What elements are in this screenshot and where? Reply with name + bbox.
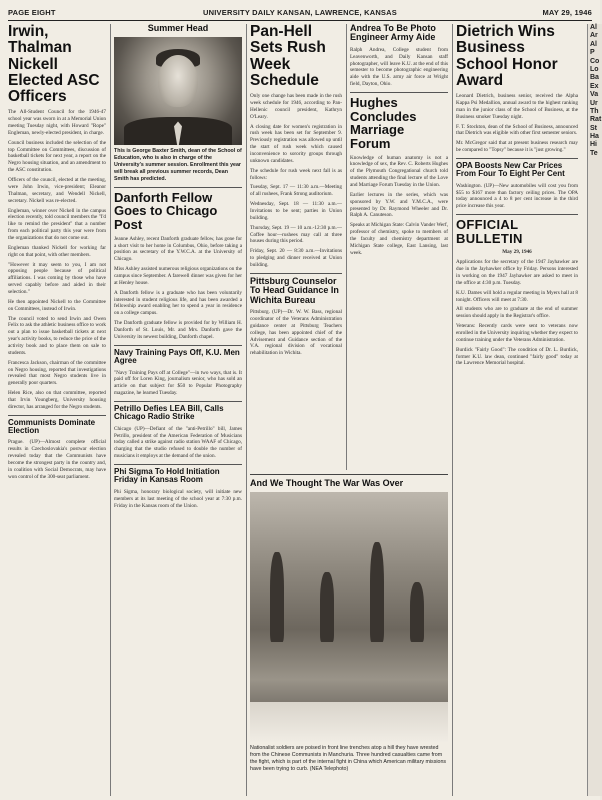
article-paragraph: Francesca Jackson, chairman of the committee on Negro housing, reported that investigations revealed that most Negro students live in generally poor quarters.: [8, 359, 106, 387]
article-paragraph: Thursday, Sept. 19 — 10 a.m.-12:30 p.m.—Coffee hour—rushees may call at three houses during this period.: [250, 224, 342, 245]
article-paragraph: Washington. (UP)—New automobiles will cost you from $55 to $167 more than factory ceiling prices. The OPA today announced a 4 to 8 per cent increase in the third price increase this year.: [456, 182, 578, 210]
issue-date: MAY 29, 1946: [542, 8, 592, 17]
adjacent-page-edge: [587, 24, 602, 796]
edge-fragment: Te: [590, 149, 598, 157]
portrait-photo: [114, 37, 242, 145]
article-paragraph: Ralph Andrea, College student from Leavenworth, and Daily Kansan staff photographer, will leave K.U. at the end of this semester to become photographic engineering aide with the U.S. army air force at Wright field, Dayton, Ohio.: [350, 46, 448, 88]
page-number: PAGE EIGHT: [8, 8, 56, 17]
edge-fragment: Ex: [590, 82, 599, 90]
article-paragraph: Speaks at Michigan State: Calvin Vander Werf, professor of chemistry, spoke to members of the faculty and chemistry department at Michigan State college, East Lansing, last week.: [350, 222, 448, 256]
article-headline: Pittsburg Counselor To Head Guidance In Wichita Bureau: [250, 275, 339, 305]
column-rule: [246, 24, 247, 796]
column-rule: [110, 24, 111, 796]
divider: [114, 401, 242, 402]
edge-fragment: Va: [590, 91, 599, 99]
edge-fragment: Ar: [590, 32, 598, 40]
article-headline: Andrea To Be Photo Engineer Army Aide: [350, 23, 436, 43]
article-headline: Hughes Concludes Marriage Forum: [350, 95, 417, 151]
photo-snow: [250, 702, 448, 742]
edge-fragment: Ur: [590, 99, 598, 107]
article-paragraph: Council business included the selection of the top Committee on Committees, discussion of basketball tickets for next year, a report on the Negro housing situation, and an amendment to the ASC constitution.: [8, 139, 106, 174]
photo-caption: Nationalist soldiers are poised in front line trenches atop a hill they have wrested from the Chinese Communists in Manchuria. Three hundred casualties came from the fight, which is part of the internal fight in China which American military missions have been trying to curb. (NEA Telephoto): [250, 745, 447, 773]
article-headline: OPA Boosts New Car Prices From Four To Eight Per Cent: [456, 160, 565, 179]
article-paragraph: Prague. (UP)—Almost complete official results in Czechoslovakia's postwar election revealed today that the Communists have become the strongest party in the country and, in coalition with Social Democrats, may have won control of the 300-seat parliament.: [8, 439, 106, 480]
edge-fragment: Rat: [590, 116, 602, 124]
article-paragraph: He then appointed Nickell to the Committee on Committees, instead of Irwin.: [8, 298, 106, 312]
article-paragraph: Pittsburg. (UP)—Dr. W. W. Bass, regional coordinator of the Veterans Administration guidance center at Pittsburg Teachers college, has been appointed chief of the Advisement and Guidance section of the V.A. regional division of vocational rehabilitation in Wichita.: [250, 309, 342, 357]
photo-figure: [370, 542, 384, 642]
divider: [456, 214, 578, 215]
war-photo: [250, 492, 448, 742]
column-rule: [346, 24, 347, 470]
divider: [114, 345, 242, 346]
divider: [456, 158, 578, 159]
article-paragraph: Phi Sigma, honorary biological society, will initiate new members at its last meeting of the school year at 7:30 p.m. Friday in the Kansas room of the Union.: [114, 488, 242, 509]
article-paragraph: Knowledge of human anatomy is not a knowledge of sex, the Rev. C. Roberts Hughes of the Plymouth Congregational church told students attending the final lecture of the Love and Marriage Forum Tuesday in the Union.: [350, 154, 448, 189]
article-paragraph: The Danforth graduate fellow is provided for by William H. Danforth of St. Louis, Mr. and Mrs. Danforth gave the University its newest building, Danforth chapel.: [114, 320, 242, 340]
article-paragraph: A closing date for women's registration in rush week has been set for September 9. Previously registration was allowed up until the start of rush week which caused inconvenience to sorority groups through unknown candidates.: [250, 123, 342, 164]
article-paragraph: The schedule for rush week next fall is as follows:: [250, 167, 342, 181]
article-paragraph: Engleman, winner over Nickell in the campus election recently, told council members the "I'd like to remind the president" that a number from each political party this year were from the organizations that do not come out.: [8, 207, 106, 241]
article-paragraph: Earlier lectures in the series, which was sponsored by Y.W. and Y.M.C.A., were presented by Dr. Raymond Wheeler and Dr. Ralph A. Canuteson.: [350, 191, 448, 219]
article-headline: Dietrich Wins Business School Honor Award: [456, 23, 558, 89]
bulletin-date: May 29, 1946: [502, 249, 532, 256]
edge-fragment: Lo: [590, 65, 599, 73]
article-headline: Communists Dominate Election: [8, 417, 96, 436]
edge-fragment: Th: [590, 107, 599, 115]
article-headline: Navy Training Pays Off, K.U. Men Agree: [114, 347, 240, 366]
article-paragraph: Leonard Dietrich, business senior, received the Alpha Kappa Psi Medallion, annual award to the highest ranking man in the junior class of the School of Business, at the Business smoker Tuesday night.: [456, 93, 578, 120]
divider: [350, 92, 448, 93]
photo-figure: [320, 572, 334, 642]
edge-fragment: Al: [590, 40, 597, 48]
article-headline: Pan-Hell Sets Rush Week Schedule: [250, 23, 326, 89]
edge-fragment: Al: [590, 24, 597, 31]
photo-story-headline: And We Thought The War Was Over: [250, 478, 404, 488]
photo-kicker: Summer Head: [147, 23, 209, 33]
photo-figure: [410, 582, 424, 642]
photo-story: [250, 474, 448, 796]
divider: [114, 187, 242, 188]
article-paragraph: Jeanne Ashley, recent Danforth graduate fellow, has gone for a short visit to her home in Columbus, Ohio, before taking a position as secretary of the Y.W.C.A. at the University of Chicago.: [114, 235, 242, 263]
bulletin-item: Veterans: Recently cards were sent to veterans now enrolled in the University inquiring whether they expect to continue training under the Veterans Administration.: [456, 323, 578, 343]
column-2: [114, 24, 242, 796]
article-paragraph: Only one change has been made in the rush week schedule for 1946, according to Pan-Hellenic council president, Kathryn O'Leary.: [250, 93, 342, 120]
bulletin-item: All students who are to graduate at the end of summer session should apply in the Registrar's office.: [456, 306, 578, 320]
bulletin-item: K.U. Dames will hold a regular meeting in Myers hall at 8 tonight. Officers will meet at 7:30.: [456, 289, 578, 303]
column-4: [350, 24, 448, 470]
article-paragraph: Friday, Sept. 20 — 8:30 a.m.—Invitations to pledging and dinner received at Union building.: [250, 248, 342, 268]
article-paragraph: Mr. McGregor said that at present business research may be compared to "Topsy" because it is "just growing.": [456, 140, 578, 154]
masthead: [8, 6, 592, 21]
edge-fragment: Hi: [590, 141, 597, 149]
article-paragraph: The council voted to send Irwin and Owen Felix to ask the athletic business office to work out a plan to issue basketball tickets at next year's activity books, to reduce the price of the activity book and to place them on sale to students.: [8, 315, 106, 356]
article-paragraph: Officers of the council, elected at the meeting, were John Irwin, vice-president; Eleanor Thalman, secretary, and Wendell Nickell, secretary. Nickell was re-elected.: [8, 177, 106, 204]
article-paragraph: "Navy Training Pays off at College"—in two ways, that is. It paid off for Loren King, journalism senior, who has sold an article on that subject for $50 to Popular Photography magazine, he learned Tuesday.: [114, 369, 242, 397]
column-rule: [452, 24, 453, 796]
article-headline: Irwin, Thalman Nickell Elected ASC Officers: [8, 23, 100, 106]
column-1: [8, 24, 106, 796]
paper-name: UNIVERSITY DAILY KANSAN, LAWRENCE, KANSAS: [203, 8, 397, 17]
edge-fragment: Ba: [590, 74, 599, 82]
edge-fragment: St: [590, 124, 597, 132]
article-paragraph: Wednesday, Sept. 18 — 11:30 a.m.—Invitations to be sent; parties in Union building.: [250, 201, 342, 221]
photo-caption: This is George Baxter Smith, dean of the School of Education, who is also in charge of the University's summer session. Enrollment this year will break all previous summer records, Dean Smith has predicted.: [114, 148, 242, 182]
divider: [114, 464, 242, 465]
bulletin-headline: OFFICIAL BULLETIN: [456, 217, 523, 246]
bulletin-item: Burdick "Fairly Good": The condition of Dr. L. Burdick, former K.U. law dean, continued "fairly good" today at the Lawrence Memorial hospital.: [456, 346, 578, 367]
article-paragraph: A Danforth fellow is a graduate who has been voluntarily interested in student religious life, and has been awarded a fellowship award enabling her to spend a year in residence on a college campus.: [114, 289, 242, 317]
portrait-face: [158, 55, 198, 107]
photo-figure: [270, 552, 284, 642]
divider: [8, 415, 106, 416]
article-headline: Danforth Fellow Goes to Chicago Post: [114, 189, 218, 233]
article-paragraph: Engleman thanked Nickell for working far right on that point, with other members.: [8, 244, 106, 258]
edge-fragment: Co: [590, 57, 600, 65]
article-paragraph: "However it may seem to you, I am not opposing people because of political affiliations. I was coming by those who have served capably before and aided in their selection.": [8, 261, 106, 295]
article-headline: Phi Sigma To Hold Initiation Friday in Kansas Room: [114, 467, 220, 485]
edge-fragment: Ha: [590, 133, 599, 141]
article-paragraph: Helen Rice, also on that committee, reported that Irvin Youngberg, University housing director, has arranged for the Negro students.: [8, 390, 106, 410]
divider: [250, 273, 342, 274]
column-3: [250, 24, 342, 470]
edge-fragment: P: [590, 49, 595, 57]
bulletin-item: Applications for the secretary of the 1947 Jayhawker are due in the Jayhawker office by Friday. Persons interested in working on the 1947 Jayhawker are asked to meet in the office at 4:30 p.m. Tuesday.: [456, 259, 578, 286]
article-headline: Petrillo Defies LEA Bill, Calls Chicago Radio Strike: [114, 403, 224, 422]
column-5: [456, 24, 578, 796]
article-paragraph: Chicago (UP)—Defiant of the "anti-Petrillo" bill, James Petrillo, president of the American Federation of Musicians today called a strike against radio station WAAF of Chicago, charging that the studio refused to double the number of musicians it employs at the demand of the union.: [114, 425, 242, 460]
article-paragraph: Tuesday, Sept. 17 — 11:30 a.m.—Meeting of all rushees, Frank Strong auditorium.: [250, 184, 342, 198]
article-paragraph: The All-Student Council for the 1946-47 school year was sworn in at a Memorial Union meeting Tuesday night, with Howard "Rope" Engleman, newly-elected president, in charge.: [8, 109, 106, 136]
article-paragraph: Miss Ashley assisted numerous religious organizations on the campus since September. A farewell dinner was given for her at Henley house.: [114, 266, 242, 286]
article-paragraph: F. T. Stockton, dean of the School of Business, announced that Dietrich was eligible with other first semester seniors.: [456, 123, 578, 137]
